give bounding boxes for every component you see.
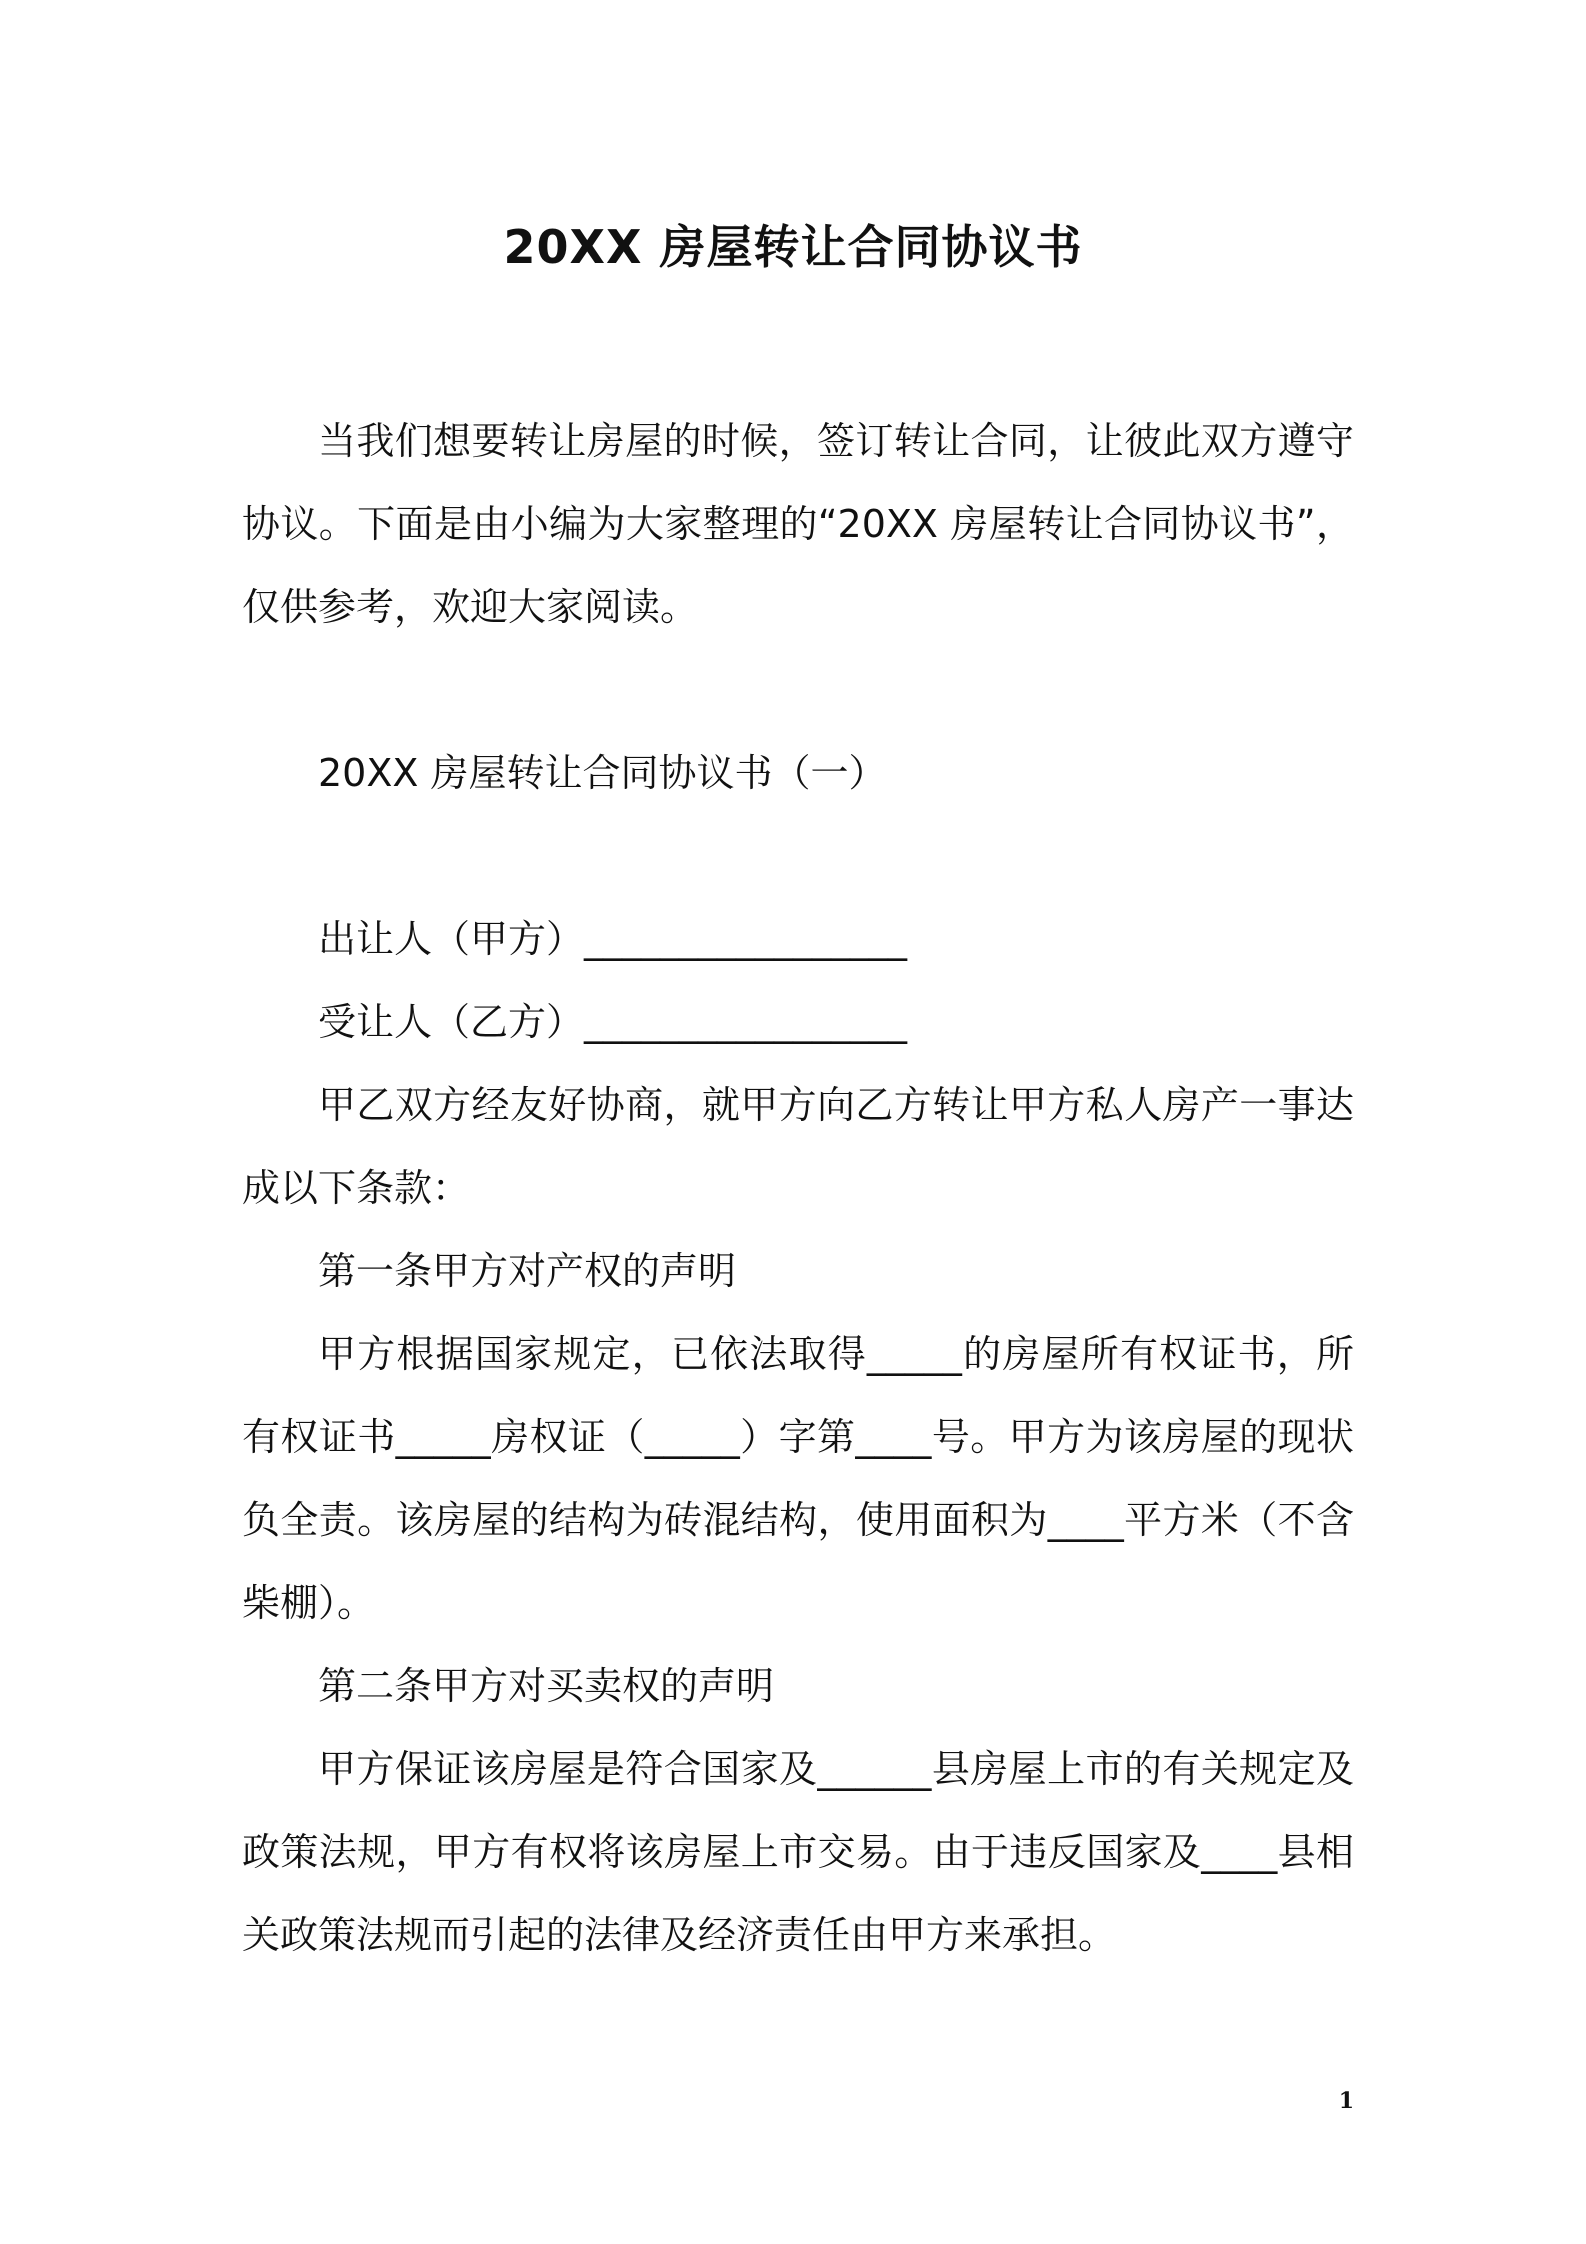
intro-paragraph: 当我们想要转让房屋的时候，签订转让合同，让彼此双方遵守协议。下面是由小编为大家整理的“20XX 房屋转让合同协议书”，仅供参考，欢迎大家阅读。 (242, 419, 1354, 629)
spacer (242, 649, 1354, 732)
page-number: 1 (1338, 2088, 1354, 2114)
document-title: 20XX 房屋转让合同协议书 (503, 220, 1083, 274)
agreement-paragraph: 甲乙双方经友好协商，就甲方向乙方转让甲方私人房产一事达成以下条款： (242, 1083, 1354, 1210)
article-1-title: 第一条甲方对产权的声明 (318, 1249, 737, 1293)
section-heading: 20XX 房屋转让合同协议书（一） (318, 751, 887, 795)
document-body (242, 400, 1354, 1977)
party-b-line: 受让人（乙方）_________________ (318, 1000, 908, 1044)
article-2-title: 第二条甲方对买卖权的声明 (318, 1664, 775, 1708)
article-2-body: 甲方保证该房屋是符合国家及______县房屋上市的有关规定及政策法规，甲方有权将该房屋上市交易。由于违反国家及____县相关政策法规而引起的法律及经济责任由甲方来承担。 (242, 1747, 1354, 1957)
article-1-body: 甲方根据国家规定，已依法取得_____的房屋所有权证书，所有权证书_____房权证（_____）字第____号。甲方为该房屋的现状负全责。该房屋的结构为砖混结构，使用面积为____平方米（不含柴棚）。 (242, 1332, 1354, 1625)
party-a-line: 出让人（甲方）_________________ (318, 917, 908, 961)
spacer (242, 815, 1354, 898)
